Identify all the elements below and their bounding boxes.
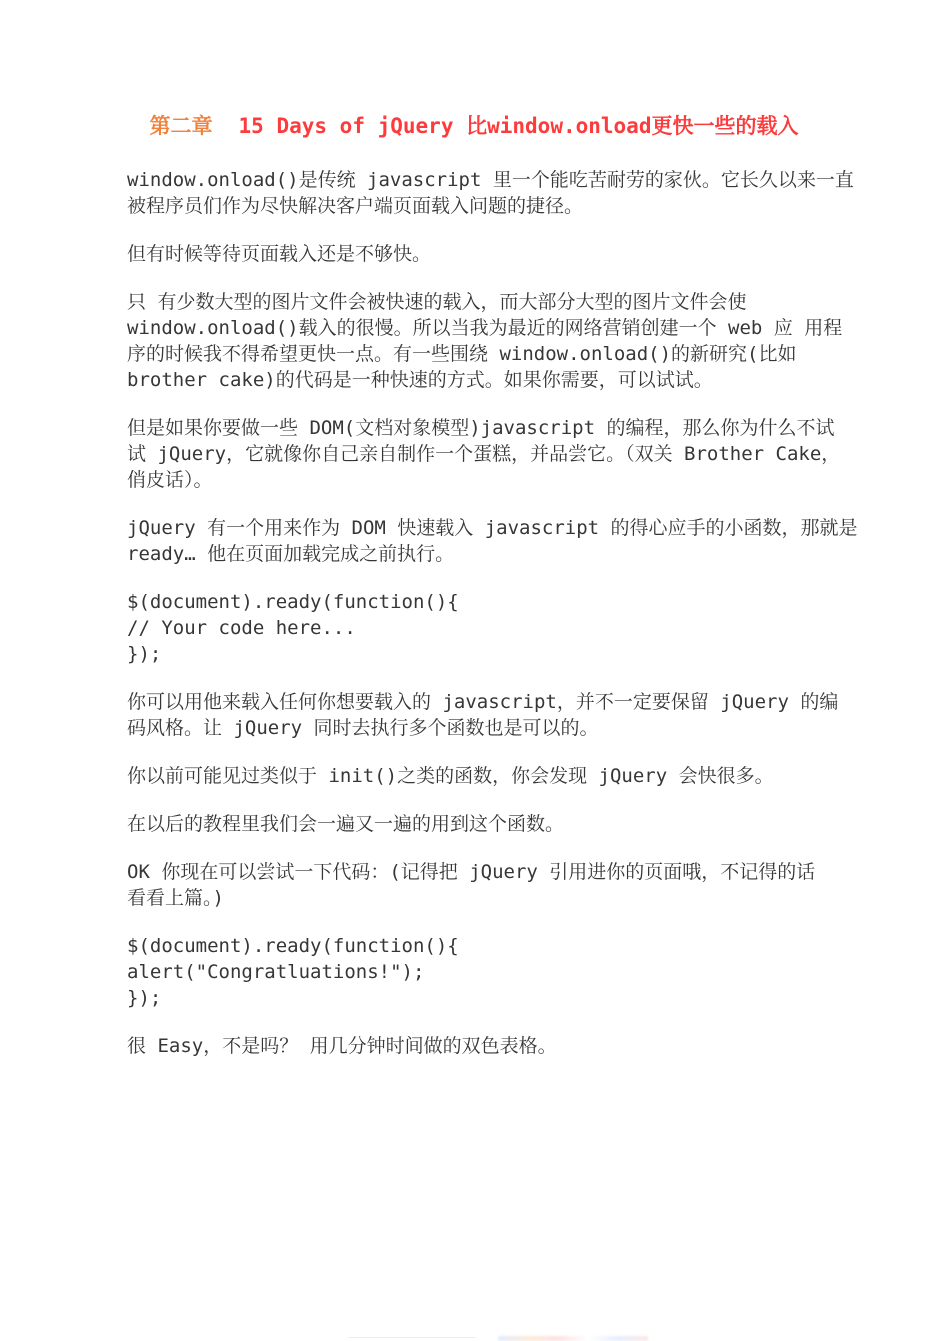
paragraph-ready-function — [127, 515, 858, 567]
code-line: }); — [127, 987, 162, 1009]
paragraph-not-fast-enough — [127, 241, 821, 267]
text-line: ready… 他在页面加载完成之前执行。 — [127, 543, 455, 565]
document-page — [127, 113, 858, 1081]
text-line: 序的时候我不得希望更快一点。有一些围绕 window.onload()的新研究(比如 — [127, 343, 797, 365]
text-line: 在以后的教程里我们会一遍又一遍的用到这个函数。 — [127, 813, 565, 835]
page-title — [127, 113, 821, 139]
code-line: // Your code here... — [127, 617, 356, 639]
paragraph-window-onload-intro — [127, 167, 854, 219]
text-line: 试 jQuery，它就像你自己亲自制作一个蛋糕，并品尝它。（双关 Brother Cake， — [127, 443, 841, 465]
code-line: }); — [127, 643, 162, 665]
code-block-ready-skeleton — [127, 589, 821, 667]
paragraph-dom-programming — [127, 415, 841, 493]
text-line: 俏皮话）。 — [127, 469, 213, 491]
paragraph-large-images — [127, 289, 843, 393]
clipped-rule-line — [348, 1337, 476, 1338]
text-line: OK 你现在可以尝试一下代码：(记得把 jQuery 引用进你的页面哦，不记得的话 — [127, 861, 816, 883]
text-line: 但有时候等待页面载入还是不够快。 — [127, 243, 432, 265]
code-block-alert-congratulations — [127, 933, 821, 1011]
text-line: 很 Easy，不是吗？ 用几分钟时间做的双色表格。 — [127, 1035, 557, 1057]
paragraph-easy-closing — [127, 1033, 821, 1059]
code-line: alert("Congratluations!"); — [127, 961, 425, 983]
text-line: jQuery 有一个用来作为 DOM 快速载入 javascript 的得心应手的小函数，那就是 — [127, 517, 858, 539]
text-line: 被程序员们作为尽快解决客户端页面载入问题的捷径。 — [127, 195, 584, 217]
paragraph-load-any-javascript — [127, 689, 839, 741]
paragraph-used-repeatedly — [127, 811, 821, 837]
text-line: 码风格。让 jQuery 同时去执行多个函数也是可以的。 — [127, 717, 599, 739]
text-line: 看看上篇。) — [127, 887, 224, 909]
chapter-label: 第二章 — [149, 114, 213, 138]
text-line: 你以前可能见过类似于 init()之类的函数，你会发现 jQuery 会快很多。 — [127, 765, 774, 787]
text-line: 你可以用他来载入任何你想要载入的 javascript，并不一定要保留 jQuery 的编 — [127, 691, 839, 713]
clipped-heading-top-sliver — [498, 1336, 648, 1341]
text-line: 只 有少数大型的图片文件会被快速的载入，而大部分大型的图片文件会使 — [127, 291, 747, 313]
text-line: 但是如果你要做一些 DOM(文档对象模型)javascript 的编程，那么你为什么不试 — [127, 417, 835, 439]
paragraph-try-the-code — [127, 859, 821, 911]
code-line: $(document).ready(function(){ — [127, 591, 459, 613]
paragraph-init-comparison — [127, 763, 821, 789]
text-line: window.onload()是传统 javascript 里一个能吃苦耐劳的家伙。它长久以来一直 — [127, 169, 854, 191]
code-line: $(document).ready(function(){ — [127, 935, 459, 957]
text-line: brother cake)的代码是一种快速的方式。如果你需要，可以试试。 — [127, 369, 713, 391]
text-line: window.onload()载入的很慢。所以当我为最近的网络营销创建一个 web 应 用程 — [127, 317, 843, 339]
clipped-next-page-content — [0, 1333, 950, 1341]
title-text: 15 Days of jQuery 比window.onload更快一些的载入 — [238, 114, 799, 138]
